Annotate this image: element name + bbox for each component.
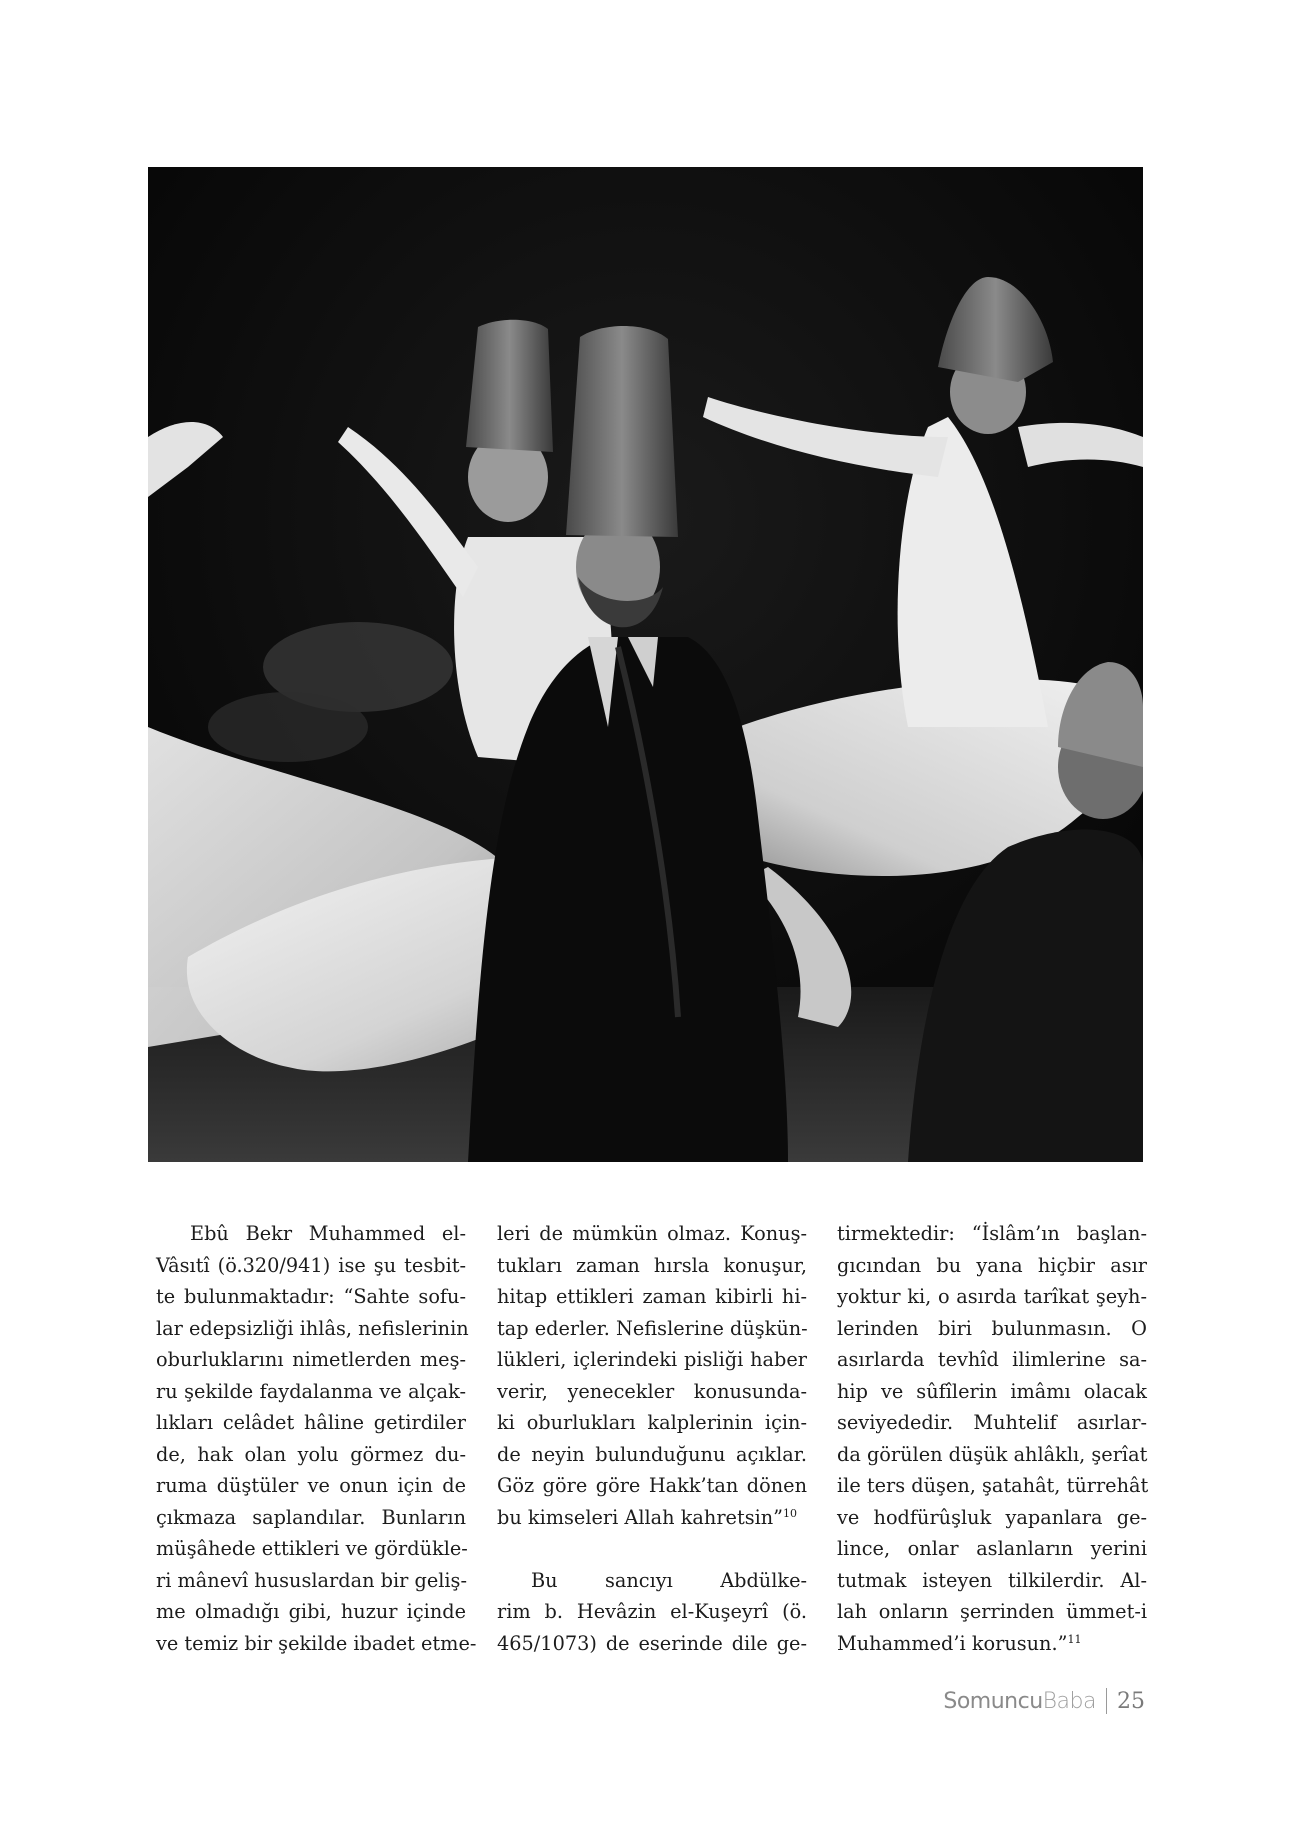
text-line: asırlarda tevhîd ilimlerine sa- xyxy=(837,1348,1147,1371)
text-line: tukları zaman hırsla konuşur, xyxy=(497,1253,807,1277)
text-line: ve temiz bir şekilde ibadet etme- xyxy=(156,1631,477,1655)
text-line xyxy=(837,1628,1147,1660)
text-line: ri mânevî hususlardan bir geliş- xyxy=(156,1568,467,1592)
paragraph xyxy=(497,1218,807,1533)
text-line: tirmektedir: “İslâm’ın başlan- xyxy=(837,1222,1147,1245)
text-line-content: Muhammed’i korusun.” xyxy=(837,1631,1068,1655)
text-line: ruma düştüler ve onun için de xyxy=(156,1474,466,1497)
text-line: lince, onlar aslanların yerini xyxy=(837,1537,1147,1560)
text-line: lıkları celâdet hâline getirdiler xyxy=(156,1411,466,1434)
text-line xyxy=(497,1502,807,1534)
text-line: ki oburlukları kalplerinin için- xyxy=(497,1411,807,1434)
text-line: hip ve sûfîlerin imâmı olacak xyxy=(837,1379,1147,1403)
text-line: Vâsıtî (ö.320/941) ise şu tesbit- xyxy=(156,1253,466,1277)
text-line: hitap ettikleri zaman kibirli hi- xyxy=(497,1285,807,1308)
dervish-photo xyxy=(148,167,1143,1162)
text-line: tutmak isteyen tilkilerdir. Al- xyxy=(837,1568,1147,1592)
text-line: de neyin bulunduğunu açıklar. xyxy=(497,1442,807,1466)
text-line: ve hodfürûşluk yapanlara ge- xyxy=(837,1505,1147,1529)
text-line: oburluklarını nimetlerden meş- xyxy=(156,1348,466,1371)
paragraph xyxy=(156,1218,477,1659)
text-line: de, hak olan yolu görmez du- xyxy=(156,1442,466,1466)
text-line: Göz göre göre Hakk’tan dönen xyxy=(497,1474,807,1497)
paragraph-gap xyxy=(497,1533,807,1565)
text-line: leri de mümkün olmaz. Konuş- xyxy=(497,1222,807,1245)
dervish-photo-illustration xyxy=(148,167,1143,1162)
text-line: lar edepsizliği ihlâs, nefislerinin xyxy=(156,1316,469,1340)
text-line-content: bu kimseleri Allah kahretsin” xyxy=(497,1505,784,1529)
text-line: lerinden biri bulunmasın. O xyxy=(837,1316,1147,1340)
text-line: yoktur ki, o asırda tarîkat şeyh- xyxy=(837,1285,1147,1308)
brand-name-part2: Baba xyxy=(1042,1688,1096,1714)
text-line: 465/1073) de eserinde dile ge- xyxy=(497,1631,807,1655)
text-line: lah onların şerrinden ümmet-i xyxy=(837,1600,1147,1623)
text-line: Ebû Bekr Muhammed el- xyxy=(190,1222,466,1245)
text-line: tap ederler. Nefislerine düşkün- xyxy=(497,1316,808,1340)
text-column-3 xyxy=(837,1218,1147,1659)
text-line: ile ters düşen, şatahât, türrehât xyxy=(837,1474,1149,1497)
text-line: me olmadığı gibi, huzur içinde xyxy=(156,1600,466,1623)
text-line: müşâhede ettikleri ve gördükle- xyxy=(156,1537,468,1560)
text-column-1 xyxy=(156,1218,477,1659)
text-line: Bu sancıyı Abdülke- xyxy=(531,1568,807,1592)
footer-divider xyxy=(1106,1688,1107,1714)
footnote-marker: 10 xyxy=(783,1506,798,1520)
footnote-marker: 11 xyxy=(1067,1632,1082,1646)
text-line: te bulunmaktadır: “Sahte sofu- xyxy=(156,1285,466,1308)
text-line: gıcından bu yana hiçbir asır xyxy=(837,1253,1147,1277)
text-column-2 xyxy=(497,1218,807,1659)
text-line: ru şekilde faydalanma ve alçak- xyxy=(156,1379,466,1403)
text-line: lükleri, içlerindeki pisliği haber xyxy=(497,1348,807,1371)
magazine-logo xyxy=(943,1689,1096,1714)
paragraph xyxy=(497,1565,807,1660)
text-line: rim b. Hevâzin el-Kuşeyrî (ö. xyxy=(497,1600,807,1623)
page-footer xyxy=(943,1688,1145,1714)
text-line: seviyededir. Muhtelif asırlar- xyxy=(837,1411,1147,1434)
page-number: 25 xyxy=(1117,1688,1145,1714)
paragraph xyxy=(837,1218,1147,1659)
text-line: verir, yenecekler konusunda- xyxy=(497,1379,807,1403)
text-line: da görülen düşük ahlâklı, şerîat xyxy=(837,1442,1148,1466)
text-line: çıkmaza saplandılar. Bunların xyxy=(156,1505,466,1529)
brand-name-part1: Somuncu xyxy=(943,1688,1043,1714)
